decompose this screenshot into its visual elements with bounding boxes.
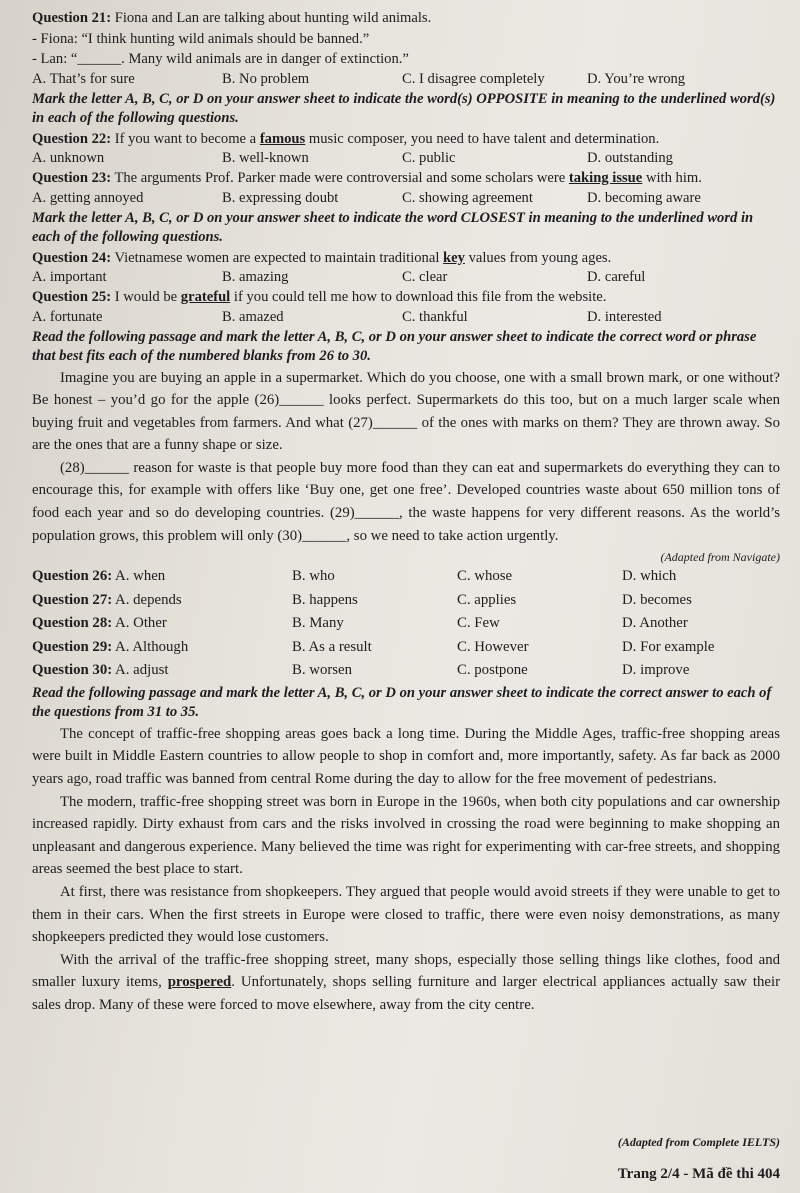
- q30-option-b: B. worsen: [292, 662, 353, 679]
- passage2-paragraph-1: The concept of traffic-free shopping areas goes back a long time. During the Middle Ages, traffic-free shopping areas were built in Middle Eastern countries to allow people to shop in comfort and, more importantly, safety. As far back as 2000 years ago, road traffic was banned from central Rome during the day to allow for the free movement of pedestrians.: [32, 725, 780, 787]
- q27-option-d: D. becomes: [622, 591, 692, 608]
- q24-after: values from young ages.: [468, 249, 612, 266]
- passage1-source: (Adapted from Navigate): [660, 550, 780, 565]
- q21-label: Question 21:: [32, 10, 112, 26]
- question-24: [32, 248, 780, 269]
- q30-option-d: D. improve: [622, 662, 690, 679]
- q28-option-a: A. Other: [115, 615, 167, 632]
- q23-before: The arguments Prof. Parker made were controversial and some scholars were: [114, 170, 566, 186]
- q24-option-c: C. clear: [402, 269, 448, 285]
- p4-underlined-word: prospered: [167, 974, 232, 991]
- q21-option-b: B. No problem: [222, 70, 310, 87]
- q23-after: with him.: [645, 170, 702, 186]
- q28-option-c: C. Few: [457, 615, 500, 632]
- question-23: [32, 168, 780, 189]
- q23-option-d: D. becoming aware: [587, 189, 701, 206]
- q25-underlined-word: grateful: [180, 289, 231, 305]
- q24-options: [32, 268, 780, 287]
- q26-label: Question 26:: [32, 568, 113, 585]
- q30-label: Question 30:: [32, 662, 113, 679]
- q21-line1: - Fiona: “I think hunting wild animals should be banned.”: [32, 30, 370, 47]
- question-22: [32, 129, 780, 150]
- q27-option-a: A. depends: [115, 591, 182, 608]
- passage1-paragraph-1: Imagine you are buying an apple in a supermarket. Which do you choose, one with a small brown mark, or one without? Be honest – you’d go for the apple (26)______ looks perfect. Supermarkets do this too, but on a much larger scale when buying fruit and vegetables from farmers. And what (27)______ of the ones with marks on them? They are thrown away. So are the ones that are a funny shape or size.: [32, 369, 780, 454]
- q25-option-d: D. interested: [587, 308, 662, 325]
- passage2-source: (Adapted from Complete IELTS): [617, 1135, 780, 1149]
- q27-label: Question 27:: [32, 591, 113, 608]
- q28-option-b: B. Many: [292, 615, 344, 632]
- q21-text: Fiona and Lan are talking about hunting wild animals.: [114, 10, 432, 26]
- q26-option-a: A. when: [115, 568, 166, 585]
- q21-option-c: C. I disagree completely: [402, 70, 545, 87]
- instruction-opposite: Mark the letter A, B, C, or D on your answer sheet to indicate the word(s) OPPOSITE in meaning to the underlined word(s) in each of the following questions.: [32, 90, 776, 126]
- q22-option-b: B. well-known: [222, 150, 309, 166]
- q24-underlined-word: key: [443, 249, 465, 266]
- q24-option-a: A. important: [32, 269, 107, 285]
- instruction-closest: Mark the letter A, B, C, or D on your answer sheet to indicate the word CLOSEST in meaning to the underlined word in each of the following questions.: [32, 209, 754, 245]
- q25-label: Question 25:: [32, 289, 112, 305]
- passage2-paragraph-4: [32, 949, 780, 1017]
- q27-option-c: C. applies: [457, 591, 517, 608]
- q22-underlined-word: famous: [259, 130, 306, 147]
- q25-option-c: C. thankful: [402, 308, 468, 325]
- q23-options: [32, 189, 780, 208]
- q25-option-a: A. fortunate: [32, 308, 103, 325]
- q21-option-d: D. You’re wrong: [587, 70, 686, 87]
- page-footer: [618, 1135, 780, 1183]
- q26-option-b: B. who: [292, 568, 335, 585]
- q24-before: Vietnamese women are expected to maintain traditional: [114, 249, 440, 266]
- q22-option-a: A. unknown: [32, 150, 105, 166]
- q22-option-c: C. public: [402, 150, 456, 166]
- q22-label: Question 22:: [32, 130, 112, 147]
- instruction-passage-1: Read the following passage and mark the letter A, B, C, or D on your answer sheet to indicate the correct word or phrase that best fits each of the numbered blanks from 26 to 30.: [32, 328, 757, 364]
- q22-option-d: D. outstanding: [587, 150, 673, 166]
- q23-option-b: B. expressing doubt: [222, 189, 339, 206]
- passage2-paragraph-3: At first, there was resistance from shopkeepers. They argued that people would avoid streets if they were unable to get to them in their cars. When the first streets in Europe were closed to traffic, there were even noisy demonstrations, as many shopkeepers predicted they would lose customers.: [32, 883, 780, 946]
- q23-option-a: A. getting annoyed: [32, 189, 144, 206]
- q30-option-c: C. postpone: [457, 662, 528, 679]
- q28-option-d: D. Another: [622, 615, 688, 632]
- question-21: [32, 8, 780, 70]
- q27-option-b: B. happens: [292, 591, 358, 608]
- q22-options: [32, 149, 780, 168]
- page-number: Trang 2/4 - Mã đề thi 404: [617, 1166, 780, 1182]
- q24-option-d: D. careful: [587, 269, 646, 285]
- q30-option-a: A. adjust: [115, 662, 169, 679]
- q28-label: Question 28:: [32, 615, 113, 632]
- question-25: [32, 287, 780, 308]
- instruction-passage-2: Read the following passage and mark the letter A, B, C, or D on your answer sheet to indicate the correct answer to each of the questions from 31 to 35.: [32, 684, 772, 720]
- passage2-paragraph-2: The modern, traffic-free shopping street was born in Europe in the 1960s, when both city populations and car ownership increased rapidly. Dirty exhaust from cars and the risks involved in crossing the road were beginning to make shopping an unpleasant and dangerous experience. Many believed the time was right for experimenting with car-free streets, and shopping areas seemed the best place to start.: [32, 793, 780, 878]
- q21-line2: - Lan: “______. Many wild animals are in danger of extinction.”: [32, 51, 409, 67]
- q26-option-c: C. whose: [457, 568, 513, 585]
- q29-option-d: D. For example: [622, 638, 715, 655]
- q23-label: Question 23:: [32, 170, 112, 186]
- q21-option-a: A. That’s for sure: [32, 70, 135, 87]
- q24-option-b: B. amazing: [222, 269, 289, 285]
- q22-before: If you want to become a: [114, 130, 257, 147]
- passage1-paragraph-2: (28)______ reason for waste is that people buy more food than they can eat and supermarkets do everything they can to encourage this, for example with offers like ‘Buy one, get one free’. Developed countries waste about 650 million tons of food each year and so do developing countries. (29)______, the waste happens for very different reasons. As the world’s population grows, this problem will only (30)______, so we need to take action urgently.: [32, 459, 780, 544]
- p4-before: With the arrival of the traffic-free shopping street, many shops, especially those selling things like clothes, food and smaller luxury items,: [32, 951, 780, 991]
- q24-label: Question 24:: [32, 249, 112, 266]
- q21-options: [32, 70, 780, 89]
- q29-option-c: C. However: [457, 638, 529, 655]
- q23-option-c: C. showing agreement: [402, 189, 533, 206]
- q25-after: if you could tell me how to download this file from the website.: [233, 289, 607, 305]
- questions-26-30: [32, 565, 780, 683]
- p4-after: . Unfortunately, shops selling furniture and larger electrical appliances actually saw their sales drop. Many of these were forced to move elsewhere, away from the city centre.: [32, 974, 780, 1013]
- q25-option-b: B. amazed: [222, 308, 284, 325]
- q25-options: [32, 308, 780, 327]
- q29-option-a: A. Although: [115, 638, 189, 655]
- q23-underlined-phrase: taking issue: [568, 170, 643, 186]
- q29-label: Question 29:: [32, 638, 113, 655]
- q25-before: I would be: [114, 289, 178, 305]
- q29-option-b: B. As a result: [292, 638, 372, 655]
- q26-option-d: D. which: [622, 568, 677, 585]
- q22-after: music composer, you need to have talent and determination.: [308, 130, 660, 147]
